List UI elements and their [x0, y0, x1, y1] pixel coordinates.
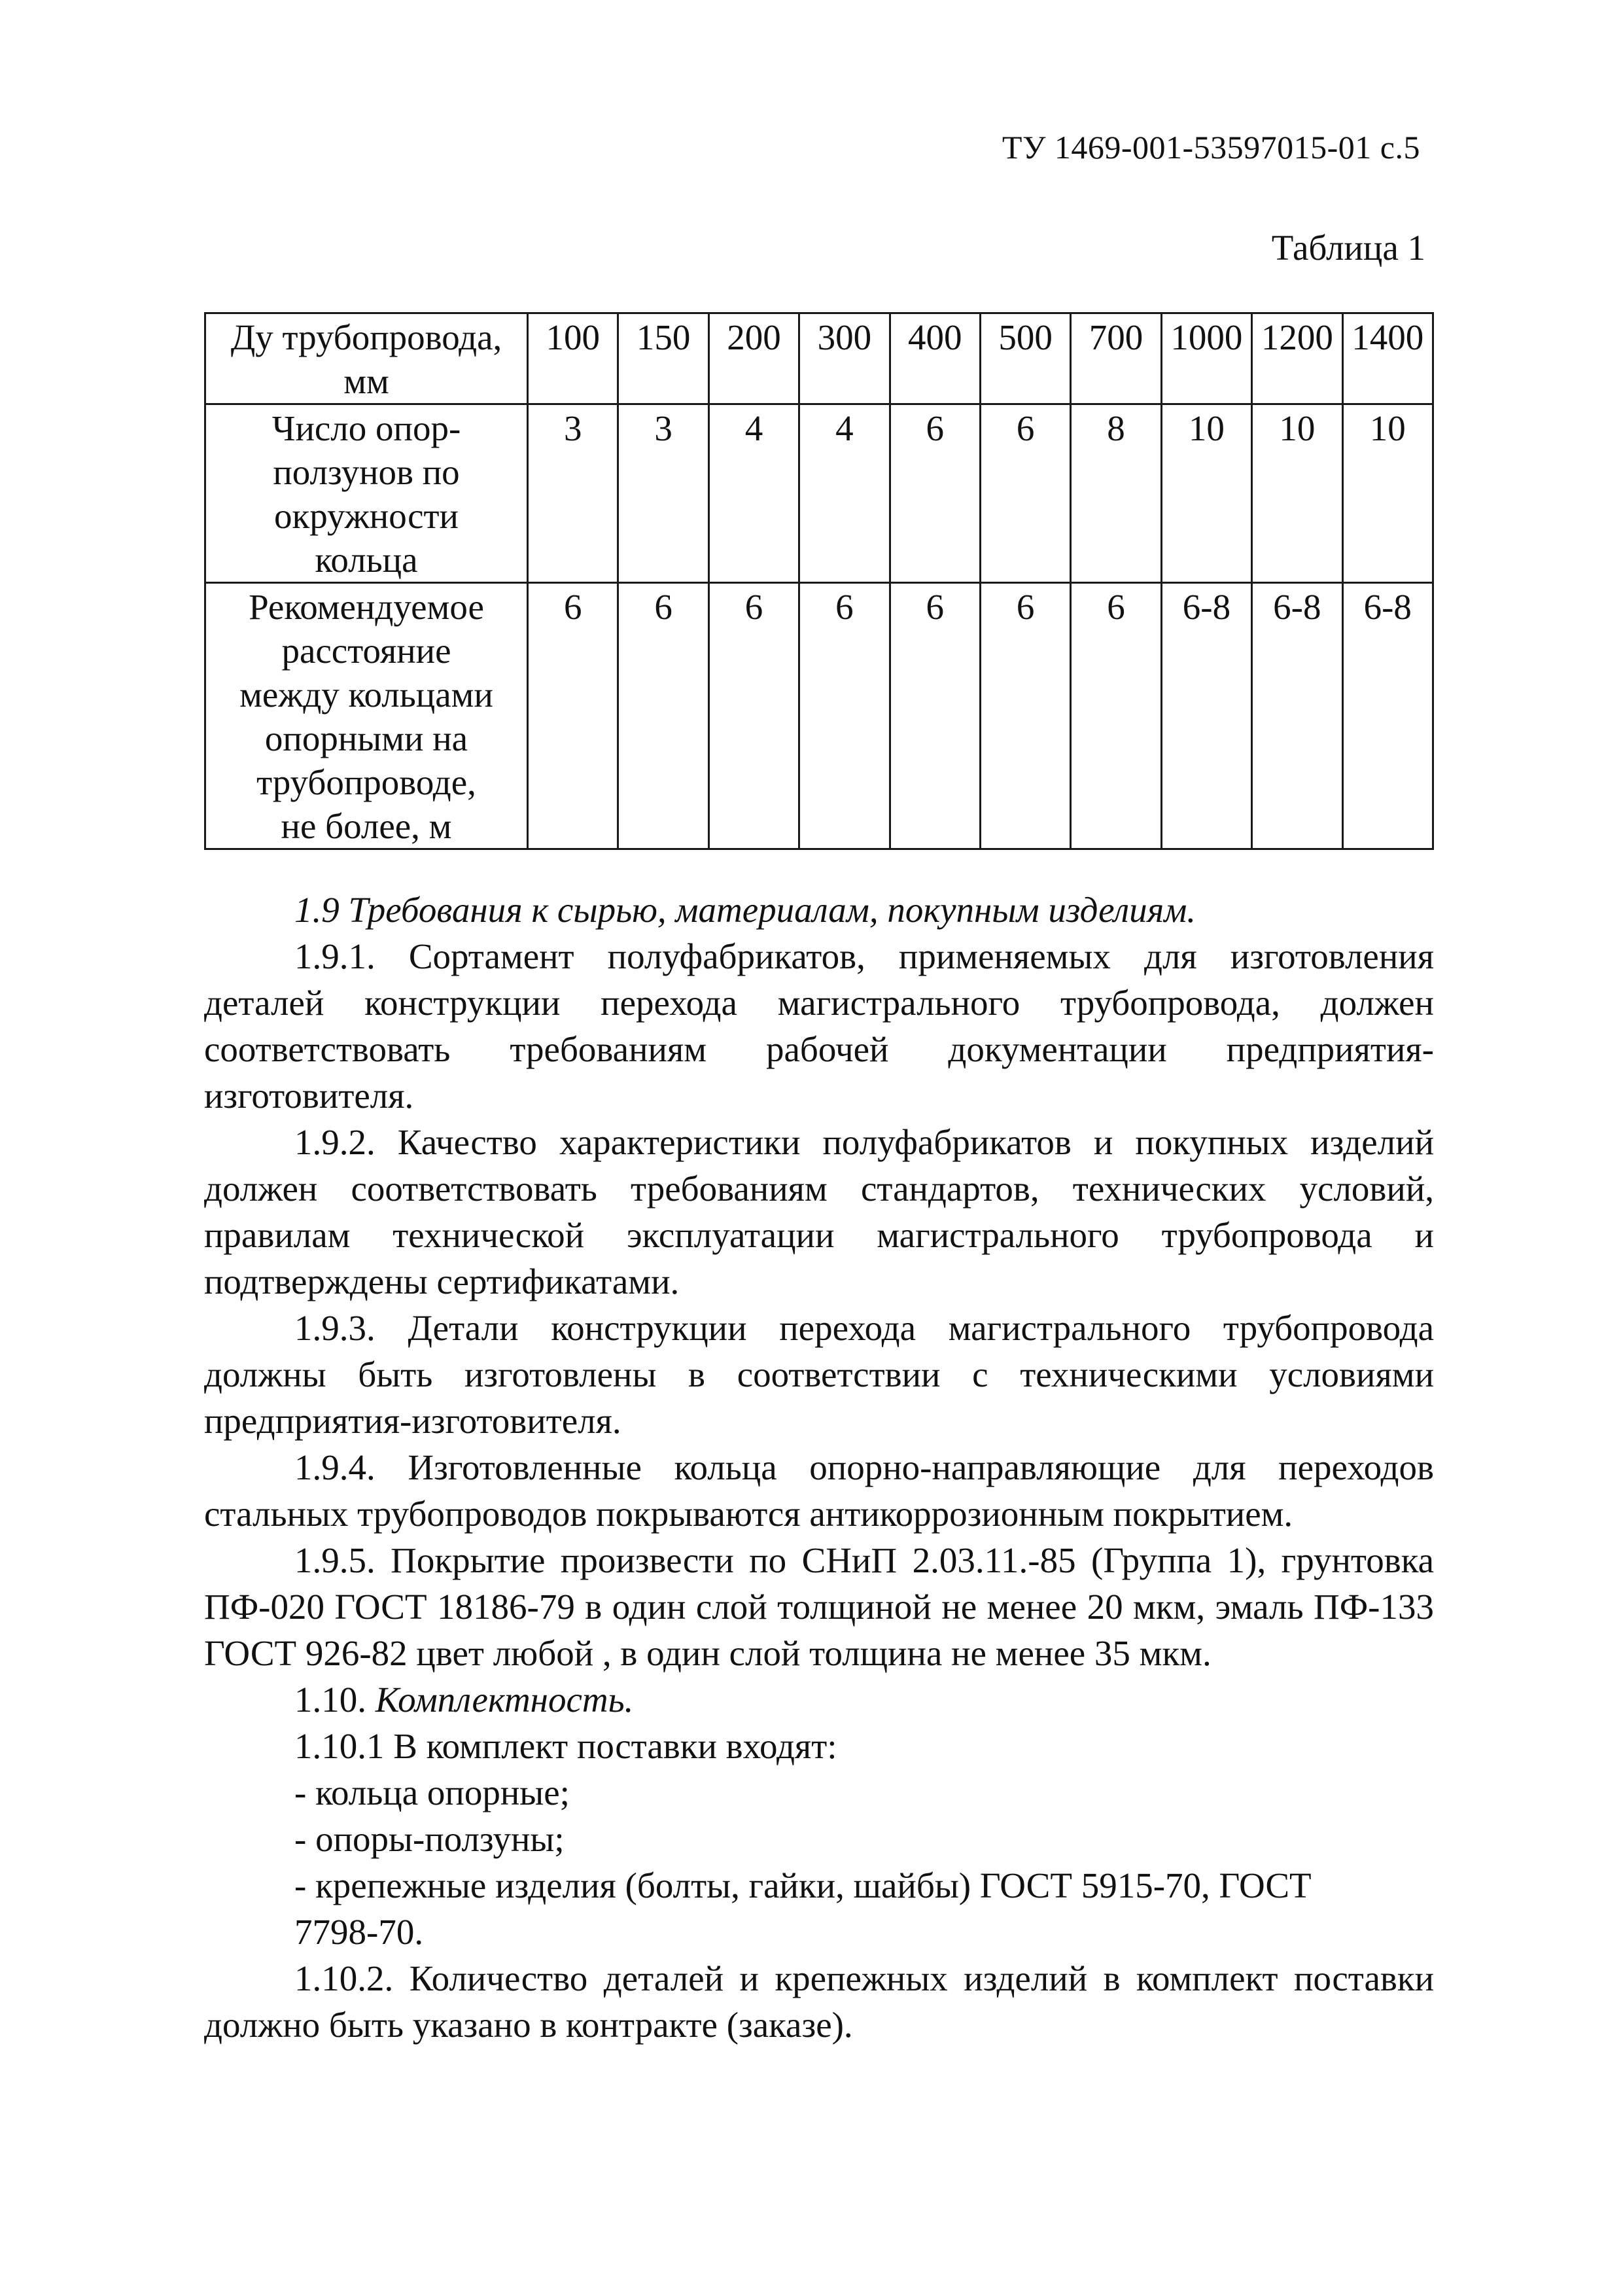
paragraph-1-9-3: 1.9.3. Детали конструкции перехода магистрального трубопровода должны быть изготовлены в соответствии с техническими условиями предприятия-изготовителя. [204, 1308, 1434, 1441]
paragraph-1-10-1: 1.10.1 В комплект поставки входят: [294, 1726, 837, 1766]
list-item: - кольца опорные; [294, 1773, 570, 1812]
paragraph-1-10-2: 1.10.2. Количество деталей и крепежных изделий в комплект поставки должно быть указано в контракте (заказе). [204, 1958, 1434, 2045]
table-row [205, 313, 1433, 404]
paragraph-1-9-2: 1.9.2. Качество характеристики полуфабрикатов и покупных изделий должен соответствовать требованиям стандартов, технических условий, правилам технической эксплуатации магистрального трубопровода и подтверждены сертификатами. [204, 1122, 1434, 1301]
list-item: - опоры-ползуны; [294, 1819, 565, 1859]
table-cell: 700 [1071, 313, 1161, 404]
table-cell: 6 [528, 583, 618, 849]
table-cell: 4 [799, 404, 890, 583]
table-cell: 6-8 [1161, 583, 1251, 849]
list-item: - крепежные изделия (болты, гайки, шайбы) ГОСТ 5915-70, ГОСТ 7798-70. [294, 1865, 1312, 1952]
table-cell: 10 [1161, 404, 1251, 583]
document-body [204, 887, 1434, 2048]
table-cell: 6 [980, 404, 1070, 583]
row-label: Рекомендуемое расстояние между кольцами опорными на трубопроводе, не более, м [205, 583, 528, 849]
paragraph-1-9-5: 1.9.5. Покрытие произвести по СНиП 2.03.11.-85 (Группа 1), грунтовка ПФ-020 ГОСТ 18186-79 в один слой толщиной не менее 20 мкм, эмаль ПФ-133 ГОСТ 926-82 цвет любой , в один слой толщина не менее 35 мкм. [204, 1540, 1434, 1673]
table-cell: 10 [1252, 404, 1342, 583]
table-row [205, 404, 1433, 583]
table-cell: 3 [618, 404, 708, 583]
table-cell: 500 [980, 313, 1070, 404]
table-cell: 400 [890, 313, 980, 404]
table-cell: 6 [1071, 583, 1161, 849]
row-label: Число опор- ползунов по окружности кольца [205, 404, 528, 583]
table-caption: Таблица 1 [1271, 228, 1425, 268]
document-reference: ТУ 1469-001-53597015-01 с.5 [1002, 129, 1420, 166]
table-cell: 6-8 [1342, 583, 1433, 849]
table-cell: 1000 [1161, 313, 1251, 404]
table-cell: 1400 [1342, 313, 1433, 404]
table-cell: 100 [528, 313, 618, 404]
table-cell: 6 [799, 583, 890, 849]
table-cell: 300 [799, 313, 890, 404]
paragraph-1-9-1: 1.9.1. Сортамент полуфабрикатов, применяемых для изготовления деталей конструкции перехода магистрального трубопровода, должен соответствовать требованиям рабочей документации предприятия-изготовителя. [204, 936, 1434, 1116]
table-cell: 6 [890, 583, 980, 849]
table-cell: 3 [528, 404, 618, 583]
table-cell: 6-8 [1252, 583, 1342, 849]
table-cell: 6 [618, 583, 708, 849]
paragraph-1-9-4: 1.9.4. Изготовленные кольца опорно-направляющие для переходов стальных трубопроводов покрываются антикоррозионным покрытием. [204, 1447, 1434, 1534]
table-cell: 200 [708, 313, 799, 404]
table-cell: 6 [980, 583, 1070, 849]
table-cell: 6 [890, 404, 980, 583]
table-cell: 4 [708, 404, 799, 583]
table-cell: 150 [618, 313, 708, 404]
table-row [205, 583, 1433, 849]
table-cell: 1200 [1252, 313, 1342, 404]
table-cell: 10 [1342, 404, 1433, 583]
table-cell: 8 [1071, 404, 1161, 583]
spec-table [204, 312, 1434, 850]
table-cell: 6 [708, 583, 799, 849]
section-heading-1-9: 1.9 Требования к сырью, материалам, покупным изделиям. [294, 890, 1196, 930]
section-heading-1-10: 1.10. Комплектность. [294, 1680, 634, 1720]
row-label: Ду трубопровода, мм [205, 313, 528, 404]
